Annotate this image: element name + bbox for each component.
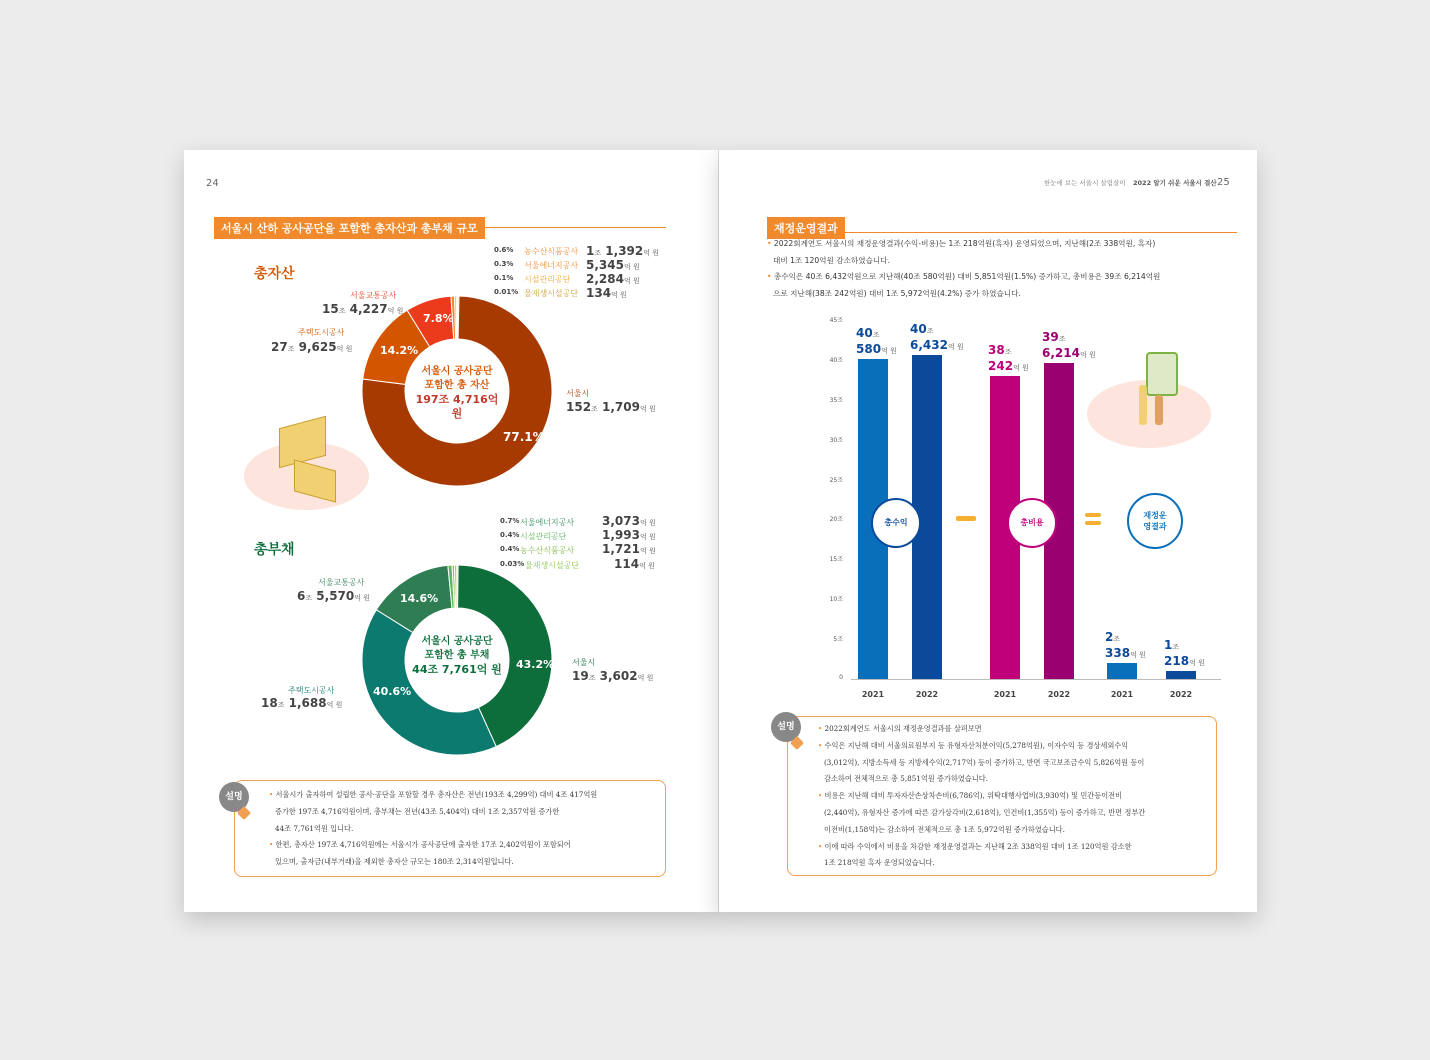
asset-value-3: 1조 1,392억 원: [586, 244, 660, 258]
asset-pct-5: 0.1%: [494, 274, 514, 282]
operating-result-circle-label: 재정운영결과: [1143, 511, 1167, 531]
asset-name-0: 서울시: [566, 389, 590, 398]
running-header-a: 한눈에 보는 서울시 살림살이: [1044, 179, 1126, 187]
x-tick-label: 2021: [861, 690, 885, 699]
y-tick-label: 20조: [829, 516, 843, 524]
bar-value-label: 2조 338억 원: [1105, 629, 1146, 660]
note-right-line: 이전비(1,158억)는 감소하여 전체적으로 총 1조 5,972억원 증가하였습니다.: [824, 824, 1065, 834]
intro-line: 대비 1조 120억원 감소하였습니다.: [773, 255, 891, 265]
liab-pct-seoul: 43.2%: [516, 658, 555, 671]
asset-value-1: 27조 9,625억 원: [271, 340, 353, 354]
note-left-line: • 한편, 총자산 197조 4,716억원에는 서울시가 공사공단에 출자한 17조 2,402억원이 포함되어: [269, 840, 571, 850]
x-tick-label: 2022: [915, 690, 939, 699]
y-tick-label: 10조: [829, 596, 843, 604]
y-tick-label: 5조: [833, 636, 843, 644]
bar-5: [1166, 671, 1196, 679]
person-icon: [1139, 385, 1147, 425]
note-box-left: [234, 780, 666, 877]
bar-value-label: 1조 218억 원: [1164, 637, 1205, 668]
x-tick-label: 2021: [993, 690, 1017, 699]
bar-value-label: 40조 580억 원: [856, 326, 897, 357]
y-tick-label: 0: [839, 674, 843, 681]
asset-name-3: 농수산식품공사: [524, 247, 579, 256]
liab-pct-transport: 14.6%: [400, 592, 439, 605]
liabilities-center: [411, 635, 503, 677]
assets-center-value: 197조 4,716억 원: [415, 393, 499, 420]
page-number-left: 24: [206, 178, 219, 189]
liabilities-label: 총부채: [254, 542, 295, 558]
liab-value-0: 19조 3,602억 원: [572, 669, 654, 683]
note-left-line: 44조 7,761억원 입니다.: [275, 823, 354, 833]
total-expense-circle: 총비용: [1007, 498, 1057, 548]
liabilities-center-value: 44조 7,761억 원: [412, 663, 502, 676]
note-right-line: 감소하여 전체적으로 총 5,851억원 증가하였습니다.: [824, 774, 988, 784]
liab-name-0: 서울시: [572, 658, 596, 667]
x-axis: [851, 679, 1221, 680]
intro-line: • 2022회계연도 서울시의 재정운영결과(수익-비용)는 1조 218억원(흑자) 운영되었으며, 지난해(2조 338억원, 흑자): [767, 239, 1156, 248]
y-tick-label: 40조: [829, 356, 843, 364]
liab-value-2: 6조 5,570억 원: [297, 589, 371, 603]
y-tick-label: 15조: [829, 556, 843, 564]
note-right-line: (2,440억), 유형자산 증가에 따른 감가상각비(2,618억), 인건비(1,355억) 등이 증가하고, 반면 정부간: [824, 807, 1146, 817]
asset-value-5: 2,284억 원: [586, 272, 640, 286]
bar-4: [1107, 663, 1137, 679]
note-box-right: [787, 716, 1217, 876]
asset-name-4: 서울에너지공사: [524, 261, 579, 270]
liab-pct-3: 0.7%: [500, 517, 520, 525]
liab-name-2: 서울교통공사: [318, 578, 365, 587]
liab-value-3: 3,073억 원: [602, 514, 656, 528]
section-title-right: 재정운영결과: [767, 217, 845, 239]
note-right-line: (3,012억), 지방소득세 등 지방세수익(2,717억) 등이 증가하고, 반면 국고보조금수익 5,826억원 등이: [824, 757, 1145, 767]
note-left-line: 있으며, 출자금(내부거래)을 제외한 총자산 규모는 180조 2,314억원입니다.: [275, 857, 514, 867]
liab-name-1: 주택도시공사: [288, 686, 335, 695]
asset-value-2: 15조 4,227억 원: [322, 302, 404, 316]
intro-line: 으로 지난해(38조 242억원) 대비 1조 5,972억원(4.2%) 증가 하였습니다.: [773, 288, 1021, 298]
note-right-line: • 2022회계연도 서울시의 재정운영결과를 살펴보면: [818, 724, 982, 733]
asset-name-5: 시설관리공단: [524, 275, 571, 284]
right-page: [719, 150, 1257, 912]
bar-value-label: 39조 6,214억 원: [1042, 329, 1096, 360]
y-tick-label: 45조: [829, 317, 843, 324]
liab-name-3: 서울에너지공사: [520, 518, 575, 527]
y-tick-label: 30조: [829, 436, 843, 444]
liab-pct-6: 0.03%: [500, 560, 525, 568]
x-tick-label: 2022: [1169, 690, 1193, 699]
x-tick-label: 2021: [1110, 690, 1134, 699]
clipboard-icon: [1146, 352, 1178, 396]
liab-pct-5: 0.4%: [500, 545, 520, 553]
asset-name-2: 서울교통공사: [350, 291, 397, 300]
assets-center: [411, 365, 503, 421]
person-icon: [1155, 395, 1163, 425]
note-right-line: • 이에 따라 수익에서 비용을 차감한 재정운영결과는 지난해 2조 338억원 대비 1조 120억원 감소한: [818, 841, 1132, 851]
equals-icon-top: [1085, 513, 1101, 517]
note-badge-left: 설명: [219, 782, 249, 812]
bar-value-label: 40조 6,432억 원: [910, 321, 964, 352]
liab-pct-housing: 40.6%: [373, 685, 412, 698]
liab-value-1: 18조 1,688억 원: [261, 696, 343, 710]
assets-center-line1: 서울시 공사공단: [421, 366, 493, 377]
asset-name-1: 주택도시공사: [298, 328, 345, 337]
liab-name-5: 농수산식품공사: [520, 546, 575, 555]
note-right-line: • 비용은 지난해 대비 투자자산손상차손비(6,786억), 위탁대행사업비(3,930억) 및 민간등이전비: [818, 791, 1123, 801]
x-tick-label: 2022: [1047, 690, 1071, 699]
note-badge-right: 설명: [771, 712, 801, 742]
note-text-right: [818, 721, 1208, 872]
asset-value-4: 5,345억 원: [586, 258, 640, 272]
asset-pct-3: 0.6%: [494, 246, 514, 254]
assets-pct-housing: 14.2%: [380, 344, 419, 357]
running-header-b: 2022 알기 쉬운 서울시 결산: [1133, 179, 1217, 187]
note-text-left: [269, 787, 659, 871]
asset-name-6: 물재생시설공단: [524, 289, 579, 298]
liab-value-6: 114억 원: [614, 557, 655, 571]
note-left-line: 증가한 197조 4,716억원이며, 총부채는 전년(43조 5,404억) 대비 1조 2,357억원 증가한: [275, 806, 560, 816]
donut-slice-6: [457, 565, 458, 608]
liab-name-6: 물재생시설공단: [525, 561, 580, 570]
assets-center-line2: 포함한 총 자산: [424, 380, 490, 391]
y-tick-label: 35조: [829, 396, 843, 404]
asset-pct-6: 0.01%: [494, 288, 519, 296]
bar-value-label: 38조 242억 원: [988, 342, 1029, 373]
donut-slice-1: [362, 610, 496, 755]
page-number-right: 25: [1217, 177, 1230, 188]
minus-icon: [956, 516, 976, 521]
operating-result-circle: [1127, 493, 1183, 549]
assets-pct-seoul: 77.1%: [503, 430, 545, 444]
liab-value-5: 1,721억 원: [602, 542, 656, 556]
liab-name-4: 시설관리공단: [520, 532, 567, 541]
equals-icon-bottom: [1085, 521, 1101, 525]
section-title-left: 서울시 산하 공사공단을 포함한 총자산과 총부채 규모: [214, 217, 485, 239]
liabilities-center-line1: 서울시 공사공단: [421, 636, 493, 647]
assets-label: 총자산: [254, 266, 295, 282]
liab-pct-4: 0.4%: [500, 531, 520, 539]
intro-line: • 총수익은 40조 6,432억원으로 지난해(40조 580억원) 대비 5,851억원(1.5%) 증가하고, 총비용은 39조 6,214억원: [767, 272, 1161, 281]
assets-pct-transport: 7.8%: [423, 312, 454, 325]
left-page: [184, 150, 719, 912]
note-right-line: • 수익은 지난해 대비 서울의료원부지 등 유형자산처분이익(5,278억원), 이자수익 등 경상세외수익: [818, 740, 1129, 750]
y-tick-label: 25조: [829, 476, 843, 484]
liab-value-4: 1,993억 원: [602, 528, 656, 542]
note-left-line: • 서울시가 출자하여 설립한 공사·공단을 포함할 경우 총자산은 전년(193조 4,299억) 대비 4조 417억원: [269, 790, 598, 799]
asset-value-0: 152조 1,709억 원: [566, 400, 656, 414]
asset-value-6: 134억 원: [586, 286, 627, 300]
asset-pct-4: 0.3%: [494, 260, 514, 268]
liabilities-center-line2: 포함한 총 부채: [424, 650, 490, 661]
note-right-line: 1조 218억원 흑자 운영되었습니다.: [824, 858, 935, 868]
total-revenue-circle: 총수익: [871, 498, 921, 548]
